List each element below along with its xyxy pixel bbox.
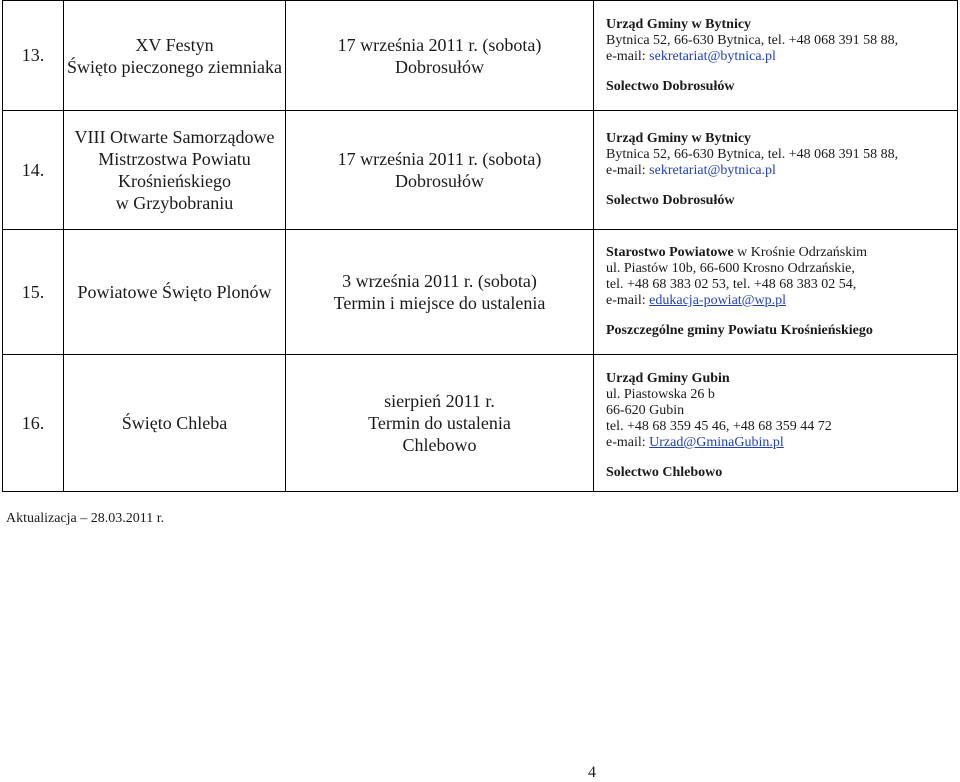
event-date-line: 17 września 2011 r. (sobota) xyxy=(337,149,542,169)
organizer-email-line xyxy=(606,293,957,309)
email-label: e-mail: xyxy=(606,293,650,308)
organizer-email-line xyxy=(606,163,957,179)
organizer-address: ul. Piastów 10b, 66-600 Krosno Odrzańskie, xyxy=(606,261,855,276)
event-name-line: Mistrzostwa Powiatu xyxy=(98,149,251,169)
organizer-title: Urząd Gminy w Bytnicy xyxy=(606,16,752,32)
organizer xyxy=(594,111,958,230)
event-date xyxy=(286,1,594,111)
event-place-line: Dobrosułów xyxy=(395,171,484,191)
event-date xyxy=(286,355,594,492)
event-place-line: Termin i miejsce do ustalenia xyxy=(333,293,546,313)
email-link[interactable]: Urzad@GminaGubin.pl xyxy=(649,435,784,450)
table-row xyxy=(3,230,958,355)
row-number: 15. xyxy=(3,230,64,355)
table-row xyxy=(3,1,958,111)
organizer-title: Urząd Gminy w Bytnicy xyxy=(606,131,752,146)
event-name xyxy=(64,230,286,355)
organizer-title: Starostwo Powiatowe xyxy=(606,245,734,260)
events-table xyxy=(2,0,958,492)
event-date xyxy=(286,111,594,230)
event-name-line: Święto Chleba xyxy=(121,413,228,433)
email-label: e-mail: xyxy=(606,48,650,64)
table-row xyxy=(3,111,958,230)
event-date-line: 17 września 2011 r. (sobota) xyxy=(337,34,542,55)
row-number: 13. xyxy=(3,1,64,111)
organizer-title: Urząd Gminy Gubin xyxy=(606,371,730,386)
email-label: e-mail: xyxy=(606,435,650,450)
update-note: Aktualizacja – 28.03.2011 r. xyxy=(6,511,165,526)
row-number: 16. xyxy=(3,355,64,492)
organizer xyxy=(594,355,958,492)
organizer-title-rest: w Krośnie Odrzańskim xyxy=(733,245,868,260)
organizer-phone: tel. +48 68 359 45 46, +48 68 359 44 72 xyxy=(606,419,832,434)
email-link[interactable]: sekretariat@bytnica.pl xyxy=(649,163,776,178)
organizer-sub: Solectwo Dobrosułów xyxy=(606,78,735,94)
event-date-note: Termin do ustalenia xyxy=(368,413,511,433)
organizer-postcode: 66-620 Gubin xyxy=(606,403,685,418)
organizer-address: Bytnica 52, 66-630 Bytnica, tel. +48 068 391 58 88, xyxy=(606,147,899,162)
table-row xyxy=(3,355,958,492)
organizer-title-line xyxy=(606,245,957,261)
email-link[interactable]: edukacja-powiat@wp.pl xyxy=(649,293,787,308)
organizer-address: Bytnica 52, 66-630 Bytnica, tel. +48 068 391 58 88, xyxy=(606,32,899,48)
event-place-line: Chlebowo xyxy=(402,435,477,455)
event-name-line: VIII Otwarte Samorządowe xyxy=(74,127,275,147)
event-name xyxy=(64,111,286,230)
event-date-line: 3 września 2011 r. (sobota) xyxy=(342,271,537,291)
organizer-address: ul. Piastowska 26 b xyxy=(606,387,715,402)
event-place-line: Dobrosułów xyxy=(395,56,484,77)
event-name-line: Krośnieńskiego xyxy=(118,171,231,191)
event-date-line: sierpień 2011 r. xyxy=(384,391,495,411)
email-label: e-mail: xyxy=(606,163,650,178)
event-name-line: Powiatowe Święto Plonów xyxy=(77,282,272,302)
organizer-phone: tel. +48 68 383 02 53, tel. +48 68 383 02 54, xyxy=(606,277,857,292)
event-date xyxy=(286,230,594,355)
organizer xyxy=(594,1,958,111)
email-link[interactable]: sekretariat@bytnica.pl xyxy=(649,48,776,64)
organizer-email-line xyxy=(606,49,957,65)
organizer-email-line xyxy=(606,435,957,451)
row-number: 14. xyxy=(3,111,64,230)
event-name-line: w Grzybobraniu xyxy=(115,193,234,213)
event-name-line: XV Festyn xyxy=(135,34,214,55)
page-number: 4 xyxy=(588,764,596,781)
event-name-line: Święto pieczonego ziemniaka xyxy=(67,56,282,77)
event-name xyxy=(64,1,286,111)
organizer-sub: Poszczególne gminy Powiatu Krośnieńskiego xyxy=(606,323,873,338)
organizer xyxy=(594,230,958,355)
organizer-sub: Solectwo Chlebowo xyxy=(606,465,723,480)
organizer-sub: Solectwo Dobrosułów xyxy=(606,193,735,208)
event-name xyxy=(64,355,286,492)
